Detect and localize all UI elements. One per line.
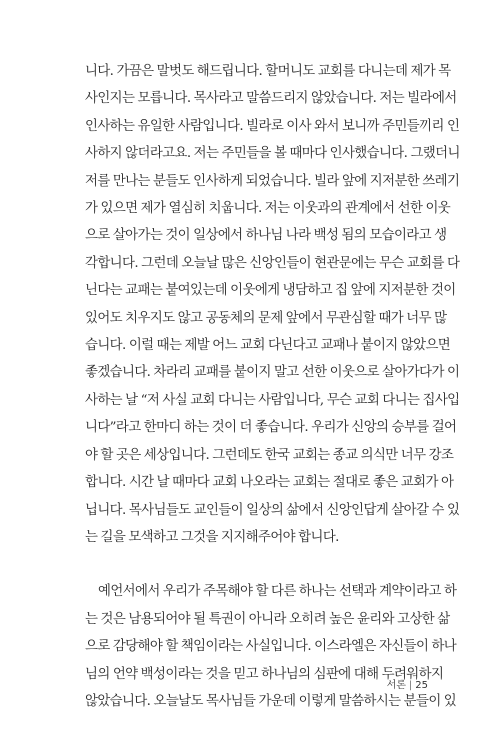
text-line: 가 있으면 제가 열심히 치웁니다. 저는 이웃과의 관계에서 선한 이웃 — [85, 201, 451, 217]
text-line: 사하는 날 “저 사실 교회 다니는 사람입니다, 무슨 교회 다니는 집사입 — [85, 392, 460, 408]
text-line: 닌다는 교패는 붙여있는데 이웃에게 냉담하고 집 앞에 지저분한 것이 — [85, 283, 456, 299]
text-line: 닙니다. 목사님들도 교인들이 일상의 삶에서 신앙인답게 살아갈 수 있 — [85, 502, 460, 518]
paragraph-2 — [85, 578, 457, 715]
text-line: 사하지 않더라고요. 저는 주민들을 볼 때마다 인사했습니다. 그랬더니 — [85, 146, 460, 162]
text-line: 사인지는 모릅니다. 목사라고 말씀드리지 않았습니다. 저는 빌라에서 — [85, 91, 457, 107]
text-line: 니다. 가끔은 말벗도 해드립니다. 할머니도 교회를 다니는데 제가 목 — [85, 64, 451, 79]
paragraph-gap — [85, 551, 425, 578]
text-line: 는 것은 남용되어야 될 특권이 아니라 오히려 높은 윤리와 고상한 삶 — [85, 611, 450, 627]
footer-separator: | — [408, 680, 413, 691]
text-line: 야 할 곳은 세상입니다. 그런데도 한국 교회는 종교 의식만 너무 강조 — [85, 447, 454, 463]
text-line: 님의 언약 백성이라는 것을 믿고 하나님의 심판에 대해 두려워하지 — [85, 666, 444, 682]
text-line: 는 길을 모색하고 그것을 지지해주어야 합니다. — [85, 529, 339, 545]
paragraph-1 — [85, 58, 460, 551]
section-label: 서론 — [386, 680, 406, 691]
body-text — [85, 58, 460, 715]
page-footer — [387, 676, 428, 691]
page-number: 25 — [415, 680, 428, 691]
text-line: 으로 감당해야 할 책임이라는 사실입니다. 이스라엘은 자신들이 하나 — [85, 639, 457, 655]
text-line: 니다”라고 한마디 하는 것이 더 좋습니다. 우리가 신앙의 승부를 걸어 — [85, 420, 457, 436]
text-line: 합니다. 시간 날 때마다 교회 나오라는 교회는 절대로 좋은 교회가 아 — [85, 475, 454, 491]
text-line: 으로 살아가는 것이 일상에서 하나님 나라 백성 됨의 모습이라고 생 — [85, 228, 447, 244]
text-line: 않았습니다. 오늘날도 목사님들 가운데 이렇게 말씀하시는 분들이 있 — [85, 693, 457, 709]
text-line: 좋겠습니다. 차라리 교패를 붙이지 말고 선한 이웃으로 살아가다가 이 — [85, 365, 460, 381]
text-line: 습니다. 이럴 때는 제발 어느 교회 다닌다고 교패나 붙이지 않았으면 — [85, 338, 451, 354]
text-line: 있어도 치우지도 않고 공동체의 문제 앞에서 무관심할 때가 너무 많 — [85, 310, 447, 326]
text-line: 예언서에서 우리가 주목해야 할 다른 하나는 선택과 계약이라고 하 — [98, 584, 457, 600]
text-line: 저를 만나는 분들도 인사하게 되었습니다. 빌라 앞에 지저분한 쓰레기 — [85, 173, 460, 189]
text-line: 인사하는 유일한 사람입니다. 빌라로 이사 와서 보니까 주민들끼리 인 — [85, 118, 460, 134]
text-line: 각합니다. 그런데 오늘날 많은 신앙인들이 현관문에는 무슨 교회를 다 — [85, 255, 460, 271]
